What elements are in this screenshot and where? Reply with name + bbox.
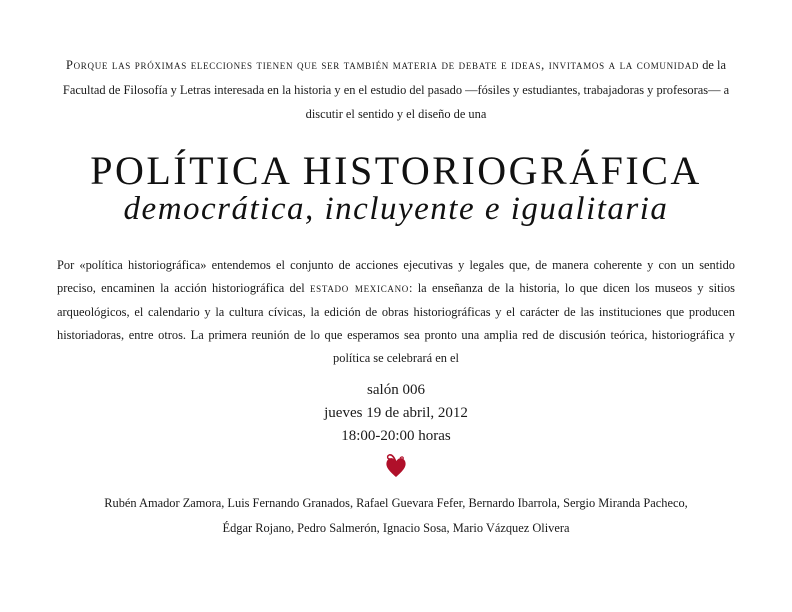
body-text-part1: Por «política historiográfica» entendemos el conjunto de acciones ejecutivas y legales que, de manera coherente y con un sentido preciso, encaminen la acción historiográfica del <box>57 258 735 296</box>
subtitle: democrática, incluyente e igualitaria <box>123 191 669 227</box>
signers-line-1: Rubén Amador Zamora, Luis Fernando Granados, Rafael Guevara Fefer, Bernardo Ibarrola, Sergio Miranda Pacheco, <box>104 496 688 510</box>
event-date: jueves 19 de abril, 2012 <box>324 405 468 421</box>
intro-paragraph <box>50 53 742 127</box>
event-time: 18:00-20:00 horas <box>341 428 451 444</box>
body-text-part2: : la enseñanza de la historia, lo que dicen los museos y sitios arqueológicos, el calendario y la cultura cívicas, la edición de obras historiográficas y el carácter de las instituciones que producen historiadoras, entre otros. La primera reunión de lo que esperamos sea pronto una amplia red de discusión teórica, historiográfica y política se celebrará en el <box>57 281 736 366</box>
event-place: salón 006 <box>367 382 425 398</box>
signers-line-2: Édgar Rojano, Pedro Salmerón, Ignacio Sosa, Mario Vázquez Olivera <box>222 520 570 535</box>
body-smallcaps-term: estado mexicano <box>309 281 410 296</box>
intro-smallcaps-lead: Porque las próximas elecciones tienen que ser también materia de debate e ideas, invitamos a la comunidad <box>66 58 700 72</box>
body-paragraph <box>57 254 735 370</box>
main-title: POLÍTICA HISTORIOGRÁFICA <box>90 148 702 193</box>
intro-text: de la Facultad de Filosofía y Letras interesada en la historia y en el estudio del pasado —fósiles y estudiantes, trabajadoras y profesoras— a discutir el sentido y el diseño de una <box>62 58 730 121</box>
event-details <box>0 379 792 448</box>
signers-list <box>40 491 752 540</box>
hedera-heart-icon <box>384 453 408 479</box>
